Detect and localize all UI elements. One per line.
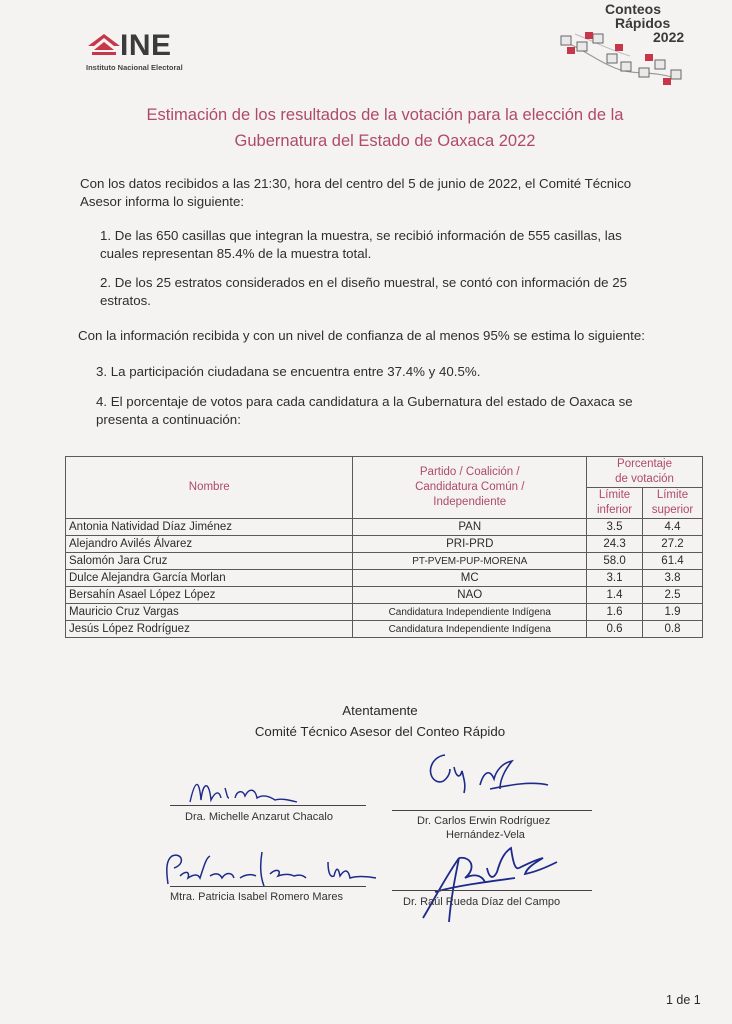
upper-limit: 0.8 xyxy=(643,621,703,638)
committee-name: Comité Técnico Asesor del Conteo Rápido xyxy=(254,724,506,739)
page-number: 1 de 1 xyxy=(666,993,701,1007)
table-header-row xyxy=(66,457,703,488)
upper-limit: 1.9 xyxy=(643,604,703,621)
intro-line1: Con los datos recibidos a las 21:30, hora del centro del 5 de junio de 2022, el Comité Técnico xyxy=(80,176,632,191)
intro-line2: Asesor informa lo siguiente: xyxy=(80,194,245,209)
candidate-party: PT-PVEM-PUP-MORENA xyxy=(353,553,587,570)
candidate-name: Bersahín Asael López López xyxy=(66,587,353,604)
candidate-name: Mauricio Cruz Vargas xyxy=(66,604,353,621)
results-table xyxy=(65,456,703,638)
column-header-percentage xyxy=(587,457,703,488)
signature-2 xyxy=(420,745,550,805)
signatory-2-line2: Hernández-Vela xyxy=(446,829,525,841)
item3: 3. La participación ciudadana se encuentra entre 37.4% y 40.5%. xyxy=(96,364,481,379)
table-row xyxy=(66,570,703,587)
signature-line-1 xyxy=(170,805,366,806)
party-header-line3: Independiente xyxy=(433,496,507,508)
signatory-3: Mtra. Patricia Isabel Romero Mares xyxy=(170,891,343,903)
document-title-line1: Estimación de los resultados de la votación para la elección de la xyxy=(146,106,624,124)
pct-header-line2: de votación xyxy=(615,473,674,485)
lower-limit: 3.1 xyxy=(587,570,643,587)
table-row xyxy=(66,621,703,638)
ine-logo-mark-icon xyxy=(88,34,120,58)
badge-line3: 2022 xyxy=(653,29,685,45)
column-header-upper-limit xyxy=(643,488,703,519)
candidate-name: Alejandro Avilés Álvarez xyxy=(66,536,353,553)
logo-text: INE xyxy=(120,29,172,62)
ballot-boxes-icon xyxy=(555,20,695,90)
badge-line2: Rápidos xyxy=(615,15,671,31)
item4-line2: presenta a continuación: xyxy=(96,412,241,427)
salutation: Atentamente xyxy=(342,703,418,718)
item1-line1: 1. De las 650 casillas que integran la muestra, se recibió información de 555 casillas, las xyxy=(100,228,622,243)
candidate-party: PAN xyxy=(353,519,587,536)
item2-line2: estratos. xyxy=(100,293,151,308)
column-header-party xyxy=(353,457,587,519)
signature-4 xyxy=(415,838,565,928)
lower-limit: 58.0 xyxy=(587,553,643,570)
signature-line-4 xyxy=(392,890,592,891)
candidate-name: Jesús López Rodríguez xyxy=(66,621,353,638)
candidate-name: Antonia Natividad Díaz Jiménez xyxy=(66,519,353,536)
lower-limit: 0.6 xyxy=(587,621,643,638)
signatory-1: Dra. Michelle Anzarut Chacalo xyxy=(185,811,333,823)
upper-header-line1: Límite xyxy=(656,489,689,501)
item1-line2: cuales representan 85.4% de la muestra total. xyxy=(100,246,372,261)
lower-header-line1: Límite xyxy=(598,489,631,501)
candidate-party: Candidatura Independiente Indígena xyxy=(353,604,587,621)
lower-limit: 3.5 xyxy=(587,519,643,536)
signature-line-2 xyxy=(392,810,592,811)
pct-header-line1: Porcentaje xyxy=(617,458,673,470)
document-title-line2: Gubernatura del Estado de Oaxaca 2022 xyxy=(234,132,536,150)
column-header-lower-limit xyxy=(587,488,643,519)
signature-3 xyxy=(160,848,380,890)
lower-limit: 1.4 xyxy=(587,587,643,604)
badge-line1: Conteos xyxy=(605,1,661,17)
confidence-statement: Con la información recibida y con un nivel de confianza de al menos 95% se estima lo siguiente: xyxy=(78,328,645,343)
party-header-line2: Candidatura Común / xyxy=(415,481,525,493)
signature-line-3 xyxy=(170,886,366,887)
upper-limit: 27.2 xyxy=(643,536,703,553)
upper-limit: 61.4 xyxy=(643,553,703,570)
party-header-line1: Partido / Coalición / xyxy=(419,466,520,478)
signatory-4: Dr. Raúl Rueda Díaz del Campo xyxy=(403,896,561,908)
candidate-party: Candidatura Independiente Indígena xyxy=(353,621,587,638)
upper-limit: 4.4 xyxy=(643,519,703,536)
upper-header-line2: superior xyxy=(651,504,694,516)
item4-line1: 4. El porcentaje de votos para cada candidatura a la Gubernatura del estado de Oaxaca se xyxy=(96,394,633,409)
lower-limit: 24.3 xyxy=(587,536,643,553)
conteos-rapidos-badge xyxy=(555,2,705,92)
table-row xyxy=(66,519,703,536)
candidate-party: PRI-PRD xyxy=(353,536,587,553)
candidate-name: Salomón Jara Cruz xyxy=(66,553,353,570)
table-row xyxy=(66,553,703,570)
table-row xyxy=(66,587,703,604)
lower-header-line2: inferior xyxy=(596,504,633,516)
item2-line1: 2. De los 25 estratos considerados en el diseño muestral, se contó con información de 25 xyxy=(100,275,628,290)
table-row xyxy=(66,536,703,553)
table-row xyxy=(66,604,703,621)
candidate-party: NAO xyxy=(353,587,587,604)
candidate-name: Dulce Alejandra García Morlan xyxy=(66,570,353,587)
ine-logo xyxy=(86,30,236,75)
signatory-2-line1: Dr. Carlos Erwin Rodríguez xyxy=(417,815,551,827)
logo-subtitle: Instituto Nacional Electoral xyxy=(86,63,183,72)
signature-1 xyxy=(185,770,305,810)
upper-limit: 2.5 xyxy=(643,587,703,604)
lower-limit: 1.6 xyxy=(587,604,643,621)
candidate-party: MC xyxy=(353,570,587,587)
column-header-name: Nombre xyxy=(66,457,353,519)
upper-limit: 3.8 xyxy=(643,570,703,587)
